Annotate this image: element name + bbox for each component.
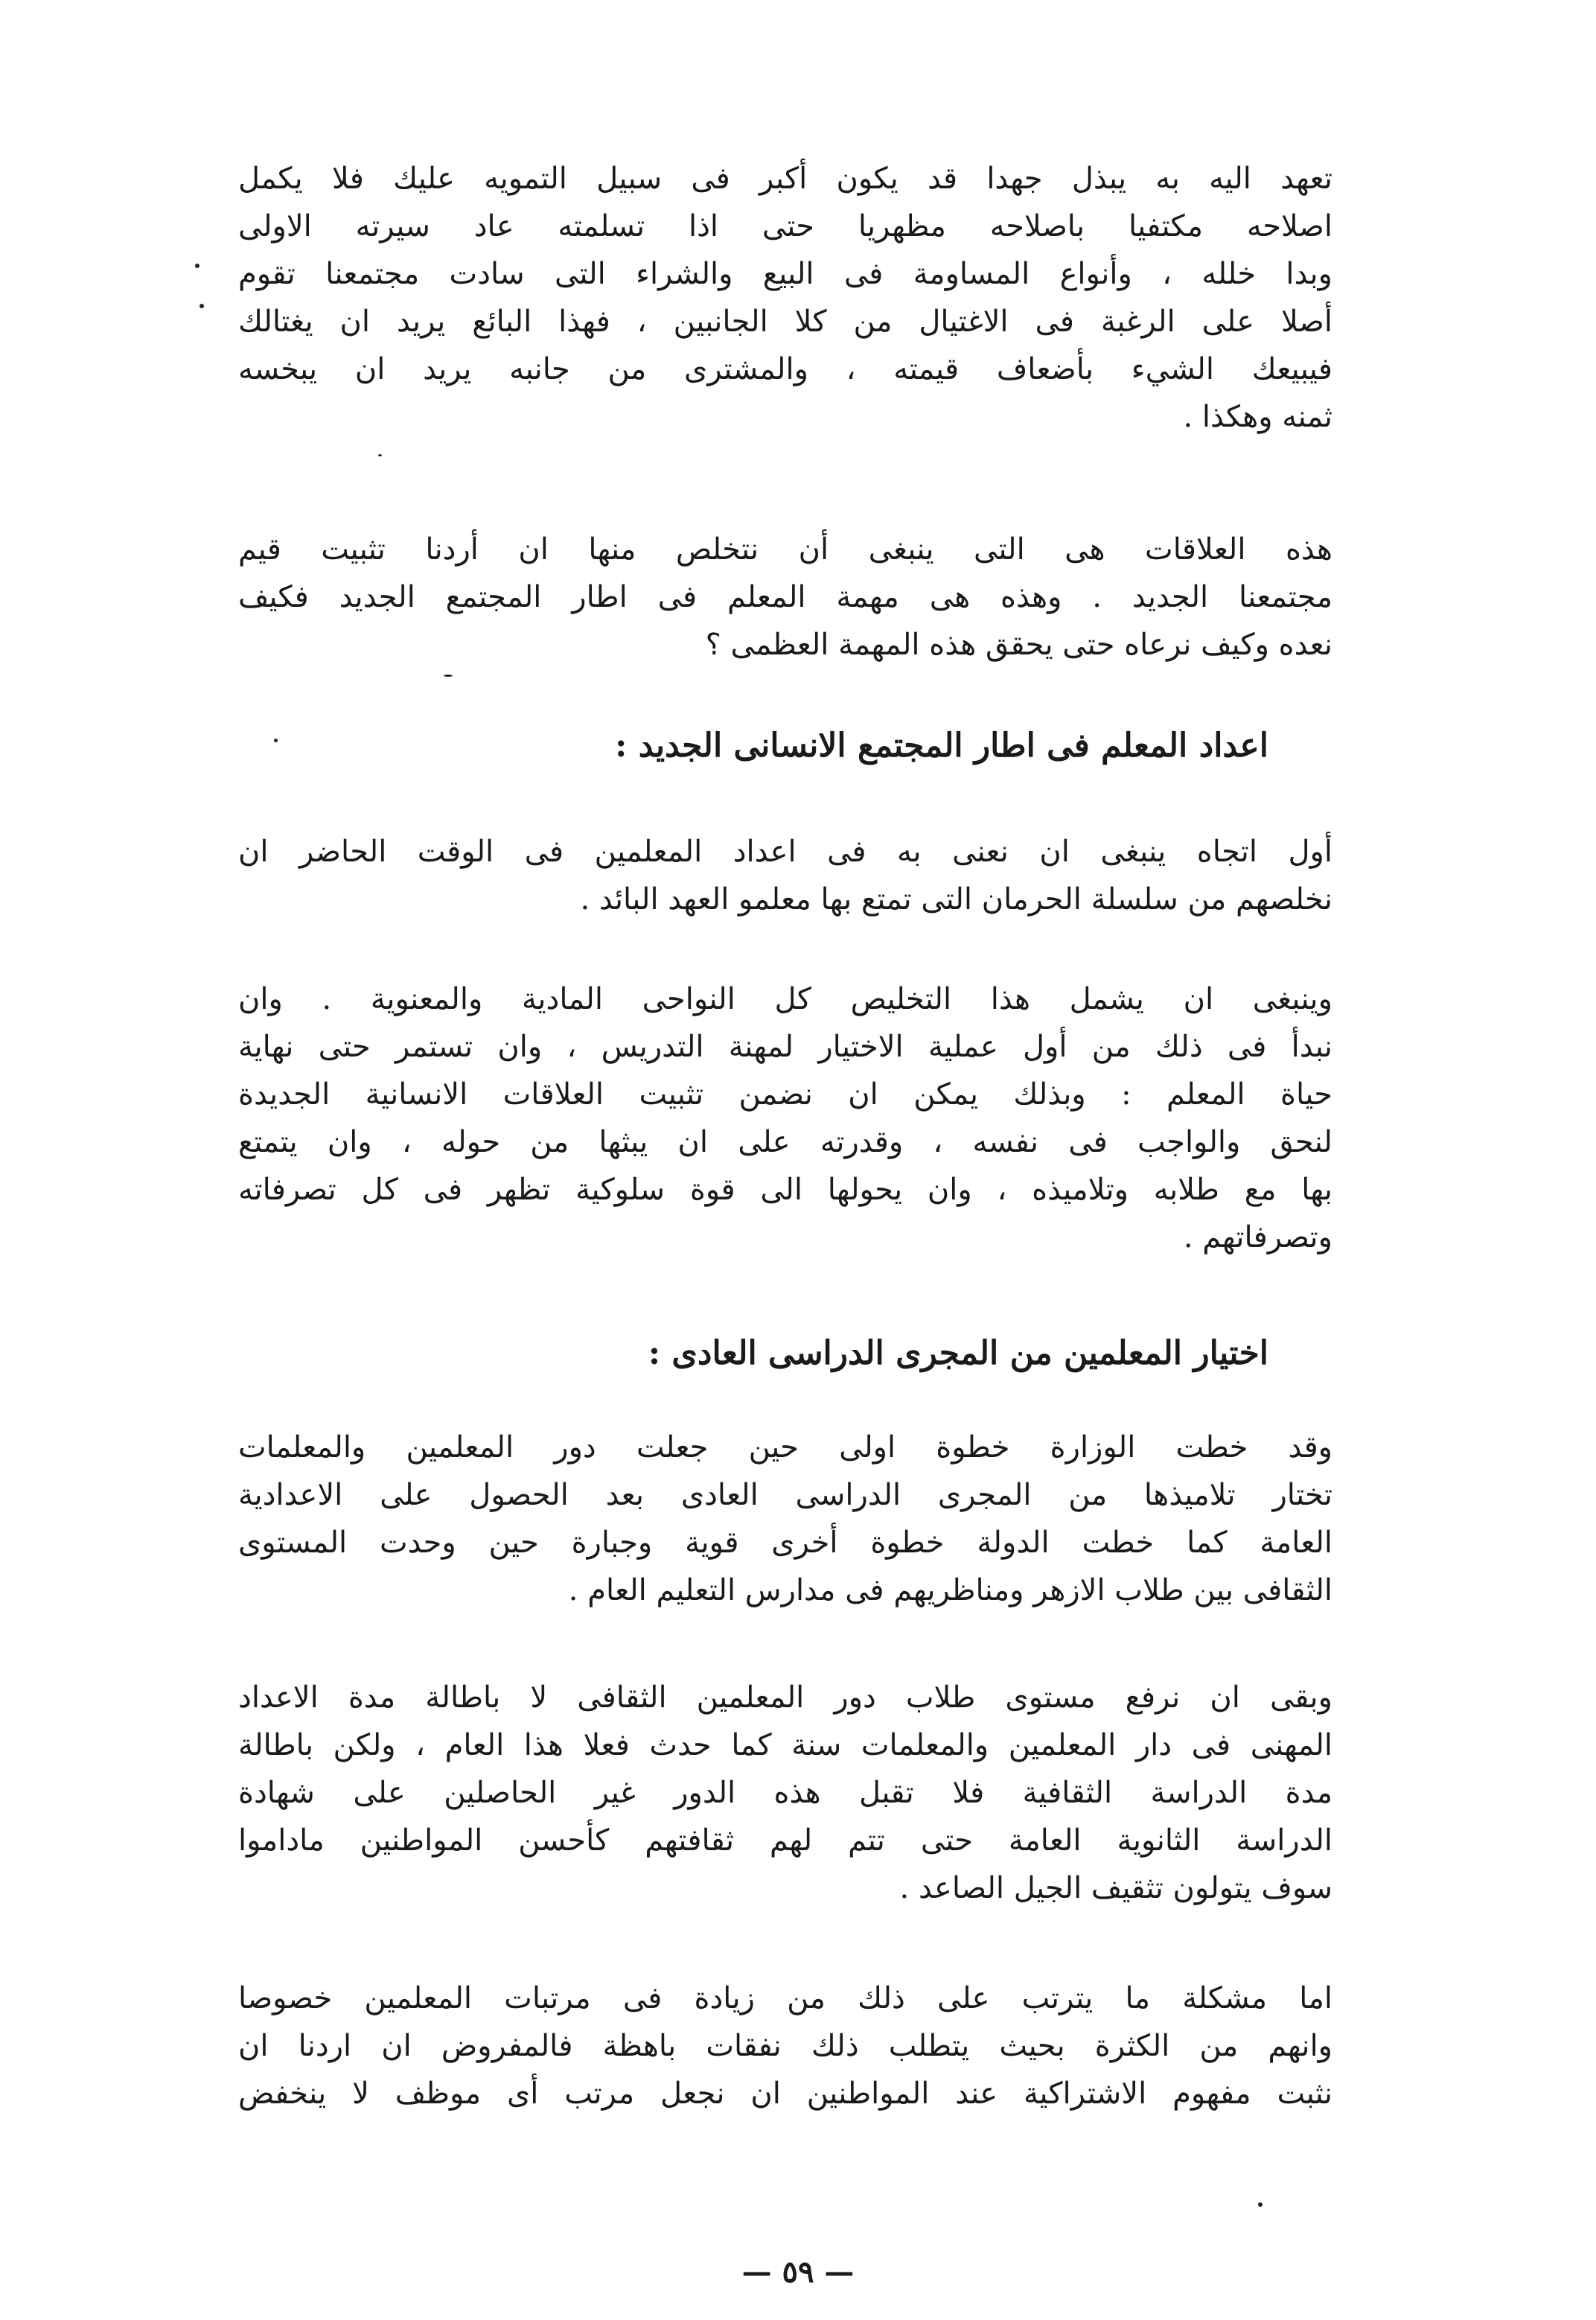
text-line: نعده وكيف نرعاه حتى يحقق هذه المهمة العظمى ؟ xyxy=(705,628,1332,662)
text-line: اما مشكلة ما يترتب على ذلك من زيادة فى مرتبات المعلمين خصوصا xyxy=(238,1981,1332,2015)
text-line: نبدأ فى ذلك من أول عملية الاختيار لمهنة التدريس ، وان تستمر حتى نهاية xyxy=(238,1030,1332,1064)
paragraph-6 xyxy=(238,1674,1332,1912)
text-line: أول اتجاه ينبغى ان نعنى به فى اعداد المعلمين فى الوقت الحاضر ان xyxy=(238,835,1332,869)
text-line: وقد خطت الوزارة خطوة اولى حين جعلت دور المعلمين والمعلمات xyxy=(238,1430,1332,1465)
scan-speck xyxy=(274,739,278,742)
paragraph-5 xyxy=(238,1424,1332,1614)
page-number: — ٥٩ — xyxy=(741,2254,855,2289)
text-line: وانهم من الكثرة بحيث يتطلب ذلك نفقات باهظة فالمفروض ان اردنا ان xyxy=(238,2029,1332,2063)
scan-speck xyxy=(1258,2202,1263,2207)
text-line: بها مع طلابه وتلاميذه ، وان يحولها الى قوة سلوكية تظهر فى كل تصرفاته xyxy=(238,1173,1332,1207)
text-line: مدة الدراسة الثقافية فلا تقبل هذه الدور غير الحاصلين على شهادة xyxy=(238,1776,1332,1810)
text-line: لنحق والواجب فى نفسه ، وقدرته على ان يبثها من حوله ، وان يتمتع xyxy=(238,1125,1332,1159)
paragraph-3 xyxy=(238,828,1332,923)
text-line: نثبت مفهوم الاشتراكية عند المواطنين ان نجعل مرتب أى موظف لا ينخفض xyxy=(238,2077,1332,2111)
text-line: ثمنه وهكذا . xyxy=(1183,400,1332,434)
scan-speck xyxy=(200,304,204,308)
text-line: هذه العلاقات هى التى ينبغى أن نتخلص منها ان أردنا تثبيت قيم xyxy=(238,532,1332,567)
text-line: أصلا على الرغبة فى الاغتيال من كلا الجانبين ، فهذا البائع يريد ان يغتالك xyxy=(238,305,1332,339)
paragraph-7 xyxy=(238,1975,1332,2117)
paragraph-4 xyxy=(238,975,1332,1261)
paragraph-2 xyxy=(238,526,1332,669)
text-line: حياة المعلم : وبذلك يمكن ان نضمن تثبيت العلاقات الانسانية الجديدة xyxy=(238,1077,1332,1112)
paragraph-1 xyxy=(238,155,1332,441)
text-line: وبقى ان نرفع مستوى طلاب دور المعلمين الثقافى لا باطالة مدة الاعداد xyxy=(238,1680,1332,1715)
text-line: العامة كما خطت الدولة خطوة أخرى قوية وجبارة حين وحدت المستوى xyxy=(238,1526,1332,1560)
scan-speck xyxy=(195,264,200,268)
text-line: وبدا خلله ، وأنواع المساومة فى البيع والشراء التى سادت مجتمعنا تقوم xyxy=(238,257,1332,291)
scan-speck xyxy=(378,454,382,456)
text-line: تختار تلاميذها من المجرى الدراسى العادى بعد الحصول على الاعدادية xyxy=(238,1478,1332,1512)
text-line: وينبغى ان يشمل هذا التخليص كل النواحى المادية والمعنوية . وان xyxy=(238,982,1332,1016)
text-line: الدراسة الثانوية العامة حتى تتم لهم ثقافتهم كأحسن المواطنين ماداموا xyxy=(238,1823,1332,1858)
text-line: فيبيعك الشيء بأضعاف قيمته ، والمشترى من جانبه يريد ان يبخسه xyxy=(238,352,1332,386)
text-line: المهنى فى دار المعلمين والمعلمات سنة كما حدث فعلا هذا العام ، ولكن باطالة xyxy=(238,1728,1332,1762)
text-line: سوف يتولون تثقيف الجيل الصاعد . xyxy=(899,1871,1332,1905)
section-heading: اختيار المعلمين من المجرى الدراسى العادى : xyxy=(648,1334,1268,1372)
text-line: اصلاحه مكتفيا باصلاحه مظهريا حتى اذا تسلمته عاد سيرته الاولى xyxy=(238,209,1332,243)
text-line: مجتمعنا الجديد . وهذه هى مهمة المعلم فى اطار المجتمع الجديد فكيف xyxy=(238,580,1332,614)
text-line: وتصرفاتهم . xyxy=(1183,1220,1332,1255)
text-line: تعهد اليه به يبذل جهدا قد يكون أكبر فى سبيل التمويه عليك فلا يكمل xyxy=(238,162,1332,196)
scan-speck xyxy=(444,675,453,677)
text-line: نخلصهم من سلسلة الحرمان التى تمتع بها معلمو العهد البائد . xyxy=(580,882,1332,917)
section-heading: اعداد المعلم فى اطار المجتمع الانسانى الجديد : xyxy=(615,727,1268,765)
text-line: الثقافى بين طلاب الازهر ومناظريهم فى مدارس التعليم العام . xyxy=(568,1573,1332,1607)
